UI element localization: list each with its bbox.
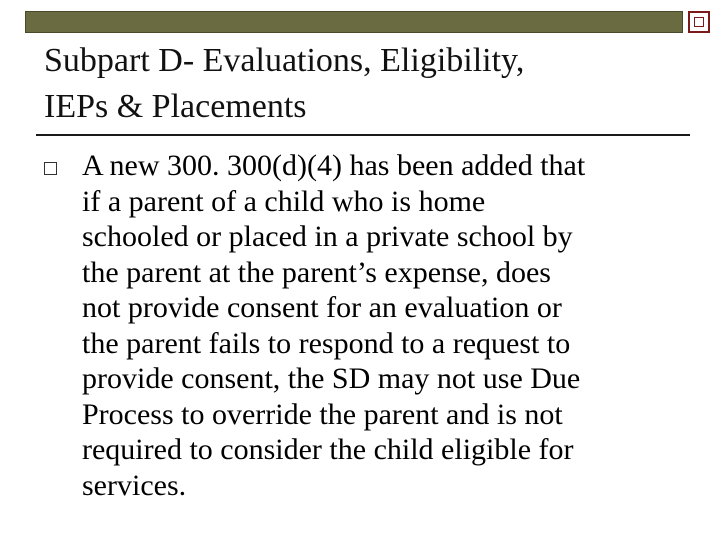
body-line: required to consider the child eligible for: [82, 433, 574, 466]
title-line-2: IEPs & Placements: [44, 88, 307, 125]
title-line-1: Subpart D- Evaluations, Eligibility,: [44, 42, 525, 79]
slide-title: [44, 38, 684, 130]
body-line: if a parent of a child who is home: [82, 184, 486, 218]
body-line: the parent at the parent’s expense, does: [82, 255, 551, 289]
corner-inner-square: [694, 17, 704, 27]
body-line: services.: [82, 468, 187, 502]
body-line: Process to override the parent and is not: [82, 397, 563, 431]
body-line: the parent fails to respond to a request to: [82, 326, 571, 360]
square-bullet-icon: [44, 162, 57, 175]
corner-square-decoration: [688, 11, 710, 33]
body-line: not provide consent for an evaluation or: [82, 291, 562, 324]
body-line: provide consent, the SD may not use Due: [82, 362, 581, 395]
body-line: A new 300. 300(d)(4) has been added that: [82, 149, 586, 182]
bullet-text: [82, 148, 694, 503]
header-decoration-bar: [25, 11, 683, 33]
title-divider: [36, 134, 690, 136]
body-line: schooled or placed in a private school by: [82, 220, 573, 253]
